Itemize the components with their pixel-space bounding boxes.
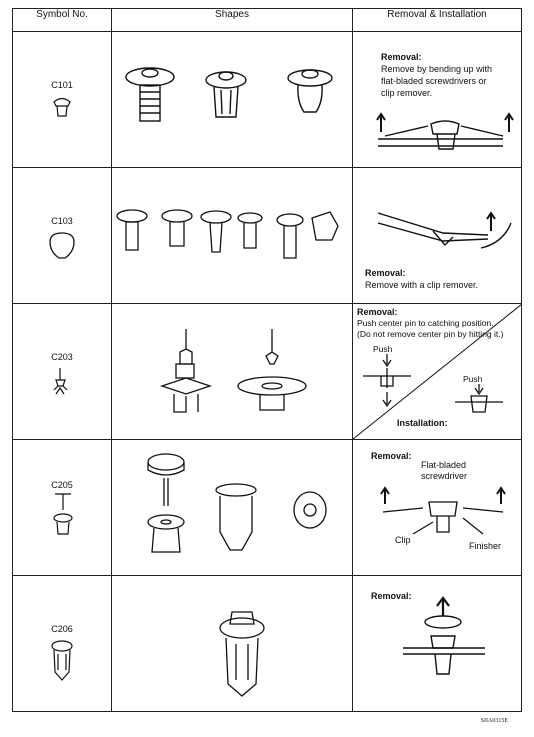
symbol-label: C205 [51, 480, 73, 490]
removal-cell [353, 168, 522, 304]
symbol-cell [13, 304, 112, 440]
shapes-cell [112, 304, 353, 440]
removal-text-line: clip remover. [381, 88, 433, 98]
header-symbol-no: Symbol No. [13, 9, 112, 32]
clip-shapes-illustration [112, 32, 353, 167]
figure-code: SIIA0315E [480, 718, 508, 724]
clip-symbol-icon [45, 94, 79, 122]
removal-title: Removal: [371, 451, 412, 461]
clip-symbol-icon [51, 366, 71, 402]
removal-title: Removal: [381, 52, 422, 62]
screwdriver-removal-illustration [373, 104, 518, 159]
push-label: Push [463, 374, 483, 384]
removal-text-line: Push center pin to catching position. [357, 318, 494, 328]
table-row [13, 32, 522, 168]
installation-title: Installation: [397, 418, 448, 428]
symbol-cell [13, 440, 112, 576]
shapes-cell [112, 576, 353, 712]
removal-title: Removal: [371, 591, 412, 601]
clip-shapes-illustration [112, 168, 353, 303]
table-row [13, 440, 522, 576]
installation-pin-illustration [451, 384, 507, 424]
tool-label: Flat-bladed [421, 460, 467, 470]
symbol-label: C101 [51, 80, 73, 90]
removal-title: Removal: [365, 268, 406, 278]
shapes-cell [112, 32, 353, 168]
shapes-cell [112, 440, 353, 576]
screwdriver-removal-illustration [373, 484, 513, 540]
table-row [13, 168, 522, 304]
symbol-label: C203 [51, 352, 73, 362]
table-row [13, 304, 522, 440]
clip-remover-illustration [373, 193, 513, 263]
header-removal-installation: Removal & Installation [353, 9, 522, 32]
header-shapes: Shapes [112, 9, 353, 32]
removal-text-line: (Do not remove center pin by hitting it.) [357, 329, 504, 339]
clip-symbol-icon [49, 638, 75, 682]
removal-text-line: Remove with a clip remover. [365, 280, 479, 290]
removal-cell [353, 576, 522, 712]
clip-table [12, 8, 522, 712]
table-row [13, 576, 522, 712]
symbol-cell [13, 576, 112, 712]
shapes-cell [112, 168, 353, 304]
clip-shapes-illustration [112, 576, 353, 711]
symbol-label: C103 [51, 216, 73, 226]
clip-label: Clip [395, 535, 411, 545]
finisher-label: Finisher [469, 541, 502, 551]
clip-shapes-illustration [112, 440, 353, 575]
removal-text-line: flat-bladed screwdrivers or [381, 76, 487, 86]
clip-shapes-illustration [112, 304, 353, 439]
removal-pin-illustration [359, 354, 419, 410]
push-label: Push [373, 344, 393, 354]
symbol-label: C206 [51, 624, 73, 634]
removal-cell [353, 32, 522, 168]
removal-cell [353, 304, 522, 440]
clip-symbol-icon [51, 490, 75, 540]
symbol-cell [13, 168, 112, 304]
removal-cell [353, 440, 522, 576]
symbol-cell [13, 32, 112, 168]
tool-label: screwdriver [421, 471, 468, 481]
removal-text-line: Remove by bending up with [381, 64, 493, 74]
removal-title: Removal: [357, 307, 398, 317]
rotate-removal-illustration [393, 596, 503, 691]
clip-symbol-icon [45, 230, 79, 262]
